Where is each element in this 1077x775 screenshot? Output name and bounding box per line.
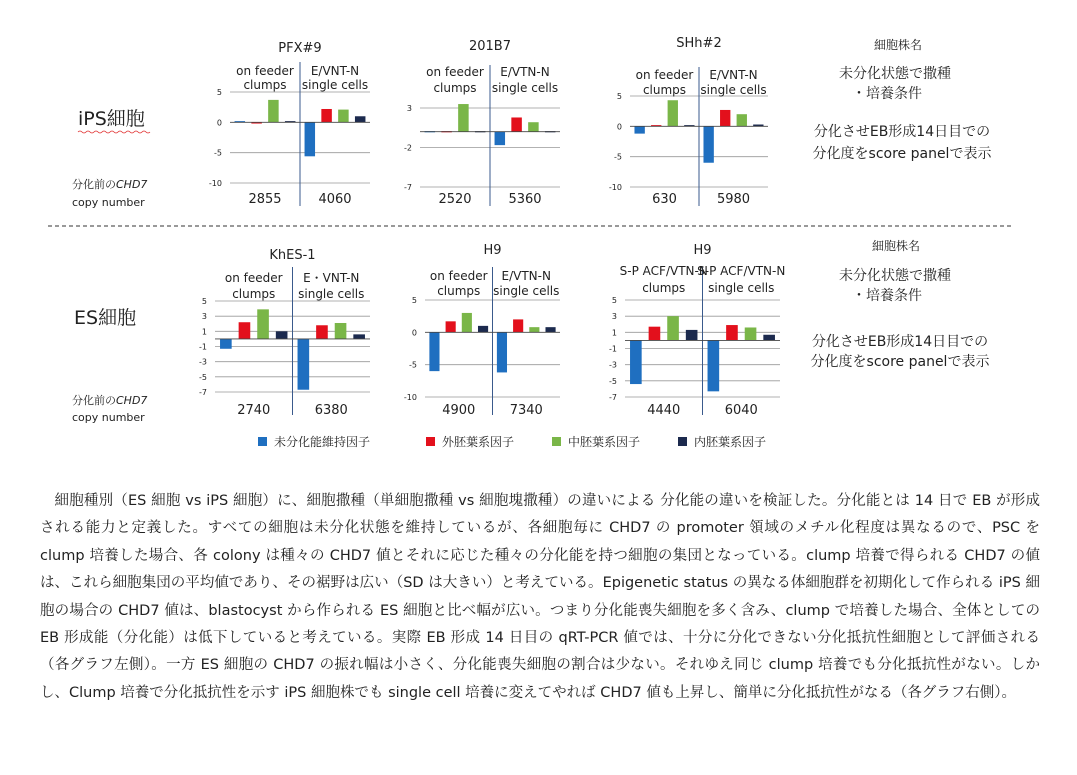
y-tick-label: -10: [208, 179, 222, 188]
group-culture-label: clumps: [437, 284, 481, 298]
bar-endo: [353, 334, 365, 339]
bar-meso: [667, 316, 679, 340]
bar-undiff: [298, 339, 310, 390]
bar-undiff: [497, 332, 507, 372]
group-culture-label: single cells: [301, 78, 369, 92]
bar-ecto: [720, 110, 730, 126]
bar-ecto: [239, 322, 251, 339]
y-tick-label: 3: [201, 312, 207, 322]
group-culture-label: single cells: [700, 83, 767, 97]
bar-meso: [338, 110, 349, 123]
bar-endo: [763, 335, 775, 341]
y-tick-label: 5: [411, 296, 417, 305]
y-tick-label: -1: [199, 342, 207, 352]
group-culture-label: single cells: [491, 81, 559, 95]
y-tick-label: -10: [403, 393, 417, 402]
legend-label: 中胚葉系因子: [568, 435, 641, 449]
y-tick-label: -1: [609, 344, 617, 354]
bar-ecto: [513, 319, 523, 332]
bar-meso: [257, 309, 269, 339]
bar-undiff: [495, 132, 506, 145]
y-tick-label: 1: [201, 327, 207, 337]
copy-number: 7340: [509, 403, 543, 418]
side-note-eb: 分化させEB形成14日目での: [813, 124, 991, 140]
side-note-score: 分化度をscore panelで表示: [812, 146, 992, 162]
group-condition-label: on feeder: [224, 271, 283, 285]
description-paragraph: [40, 488, 1040, 707]
bar-undiff: [429, 332, 439, 371]
copy-number-caption-2: copy number: [72, 411, 145, 424]
y-tick-label: -2: [404, 143, 412, 153]
group-culture-label: single cells: [493, 284, 560, 298]
legend-swatch: [678, 437, 687, 446]
group-culture-label: clumps: [232, 287, 276, 301]
copy-number: 5360: [508, 192, 542, 207]
y-tick-label: 5: [201, 297, 207, 306]
copy-number: 630: [652, 192, 677, 207]
legend-label: 未分化能維持因子: [274, 435, 371, 449]
copy-number: 4900: [442, 403, 476, 418]
bar-undiff: [634, 126, 644, 133]
y-tick-label: -5: [214, 148, 222, 158]
group-culture-label: clumps: [243, 78, 287, 92]
y-tick-label: -7: [199, 388, 207, 397]
bar-endo: [545, 327, 555, 332]
group-condition-label: E/VNT-N: [709, 68, 758, 82]
copy-number-caption: [72, 177, 147, 191]
legend-swatch: [426, 437, 435, 446]
group-culture-label: clumps: [642, 281, 686, 295]
y-tick-label: 5: [216, 88, 222, 97]
bar-ecto: [321, 109, 332, 122]
copy-number: 2855: [248, 192, 282, 207]
y-tick-label: 0: [216, 118, 222, 128]
side-heading: 細胞株名: [873, 38, 923, 52]
bar-meso: [335, 323, 347, 339]
group-condition-label: on feeder: [426, 65, 484, 79]
group-culture-label: clumps: [433, 81, 477, 95]
bar-meso: [745, 327, 757, 340]
copy-number-caption-2: copy number: [72, 196, 145, 209]
side-note-score: 分化度をscore panelで表示: [810, 354, 990, 370]
chart-title: SHh#2: [676, 36, 722, 51]
y-tick-label: -3: [609, 360, 617, 370]
side-note-culture: ・培養条件: [852, 288, 922, 304]
copy-number: 2740: [237, 403, 271, 418]
copy-caption-prefix: 分化前の: [72, 178, 116, 191]
group-culture-label: clumps: [642, 83, 687, 97]
bar-endo: [686, 330, 698, 341]
group-condition-label: on feeder: [635, 68, 694, 82]
bar-meso: [737, 114, 747, 126]
y-tick-label: 3: [406, 104, 412, 113]
y-tick-label: -5: [614, 152, 622, 162]
copy-number: 2520: [438, 192, 472, 207]
copy-number: 5980: [716, 192, 751, 207]
chart-title: H9: [483, 243, 502, 258]
y-tick-label: -10: [608, 183, 622, 192]
copy-number: 6380: [314, 403, 348, 418]
bar-ecto: [446, 321, 456, 332]
y-tick-label: -7: [404, 183, 412, 192]
y-tick-label: 0: [616, 122, 622, 132]
copy-caption-gene: CHD7: [116, 394, 148, 407]
bar-endo: [478, 326, 488, 332]
bar-undiff: [703, 126, 713, 162]
group-condition-label: E/VTN-N: [501, 269, 551, 283]
group-condition-label: S-P ACF/VTN-N: [619, 264, 708, 278]
bar-undiff: [220, 339, 232, 349]
copy-number-caption: [72, 393, 147, 407]
bar-endo: [276, 331, 288, 339]
row-label: ES細胞: [74, 307, 137, 329]
group-condition-label: S-P ACF/VTN-N: [697, 264, 786, 278]
paragraph-text: 細胞種別（ES 細胞 vs iPS 細胞）に、細胞撒種（単細胞撒種 vs 細胞塊撒種）の違いによる 分化能の違いを検証した。分化能とは 14 日で EB が形成される能力と定義した。すべての細胞は未分化状態を維持しているが、各細胞毎に CHD7 の promoter 領域のメチル化程度は異なるので、PSC を clump 培養した場合、各 colony は種々の CHD7 値とそれに応じた種々の分化能を持つ細胞の集団となっている。clump 培養で得られる CHD7 の値は、これら細胞集団の平均値であり、その裾野は広い（SD は大きい）と考えている。Epigenetic status の異なる体細胞群を初期化して作られる iPS 細胞の場合の CHD7 値は、blastocyst から作られる ES 細胞と比べ幅が広い。つまり分化能喪失細胞を多く含み、clump で培養した場合、全体としての EB 形成能（分化能）は低下していると考えている。実際 EB 形成 14 日目の qRT-PCR 値では、十分に分化できない分化抵抗性細胞として評価される （各グラフ左側）。一方 ES 細胞の CHD7 の振れ幅は小さく、分化能喪失細胞の割合は少ない。それゆえ同じ clump 培養でも分化抵抗性がない。しかし、Clump 培養で分化抵抗性を示す iPS 細胞株でも single cell 培養に変えてやれば CHD7 値も上昇し、簡単に分化抵抗性がなる（各グラフ右側）。: [40, 493, 1040, 701]
side-note-eb: 分化させEB形成14日目での: [811, 334, 989, 350]
group-condition-label: E/VTN-N: [500, 65, 550, 79]
copy-caption-prefix: 分化前の: [72, 394, 116, 407]
row-label: iPS細胞: [78, 108, 145, 130]
chart-title: H9: [693, 243, 712, 258]
copy-number: 6040: [724, 403, 758, 418]
chart-title: PFX#9: [278, 41, 322, 56]
y-tick-label: -5: [199, 372, 207, 382]
bar-undiff: [708, 340, 720, 391]
group-condition-label: E・VNT-N: [303, 271, 360, 285]
y-tick-label: 0: [411, 328, 417, 338]
side-note-seeding: 未分化状態で撒種: [839, 66, 951, 82]
bar-ecto: [511, 117, 521, 131]
y-tick-label: 3: [611, 312, 617, 322]
group-condition-label: E/VNT-N: [310, 64, 360, 78]
bar-meso: [462, 313, 472, 332]
side-note-culture: ・培養条件: [852, 86, 922, 102]
y-tick-label: -5: [609, 376, 617, 386]
y-tick-label: -3: [199, 357, 207, 367]
y-tick-label: 5: [616, 92, 622, 101]
copy-number: 4440: [647, 403, 681, 418]
side-heading: 細胞株名: [871, 239, 921, 253]
bar-undiff: [630, 340, 642, 384]
copy-number: 4060: [318, 192, 352, 207]
y-tick-label: 1: [611, 328, 617, 338]
side-note-seeding: 未分化状態で撒種: [839, 268, 951, 284]
group-condition-label: on feeder: [429, 269, 488, 283]
bar-meso: [268, 100, 279, 122]
group-condition-label: on feeder: [236, 64, 294, 78]
copy-caption-gene: CHD7: [116, 178, 148, 191]
bar-ecto: [316, 325, 328, 339]
legend-swatch: [258, 437, 267, 446]
chart-title: 201B7: [468, 39, 512, 54]
bar-endo: [355, 116, 366, 122]
legend-swatch: [552, 437, 561, 446]
legend-label: 外胚葉系因子: [442, 435, 515, 449]
y-tick-label: -7: [609, 393, 617, 402]
spellcheck-squiggle: [78, 131, 150, 133]
chart-title: KhES-1: [269, 248, 316, 263]
y-tick-label: -5: [409, 360, 417, 370]
bar-ecto: [649, 327, 661, 341]
bar-meso: [668, 100, 678, 126]
bar-meso: [529, 327, 539, 332]
legend-label: 内胚葉系因子: [694, 435, 767, 449]
y-tick-label: 5: [611, 296, 617, 305]
bar-meso: [528, 122, 539, 131]
bar-meso: [458, 104, 469, 132]
group-culture-label: single cells: [298, 287, 365, 301]
group-culture-label: single cells: [708, 281, 775, 295]
bar-ecto: [726, 325, 738, 340]
bar-undiff: [305, 122, 316, 156]
